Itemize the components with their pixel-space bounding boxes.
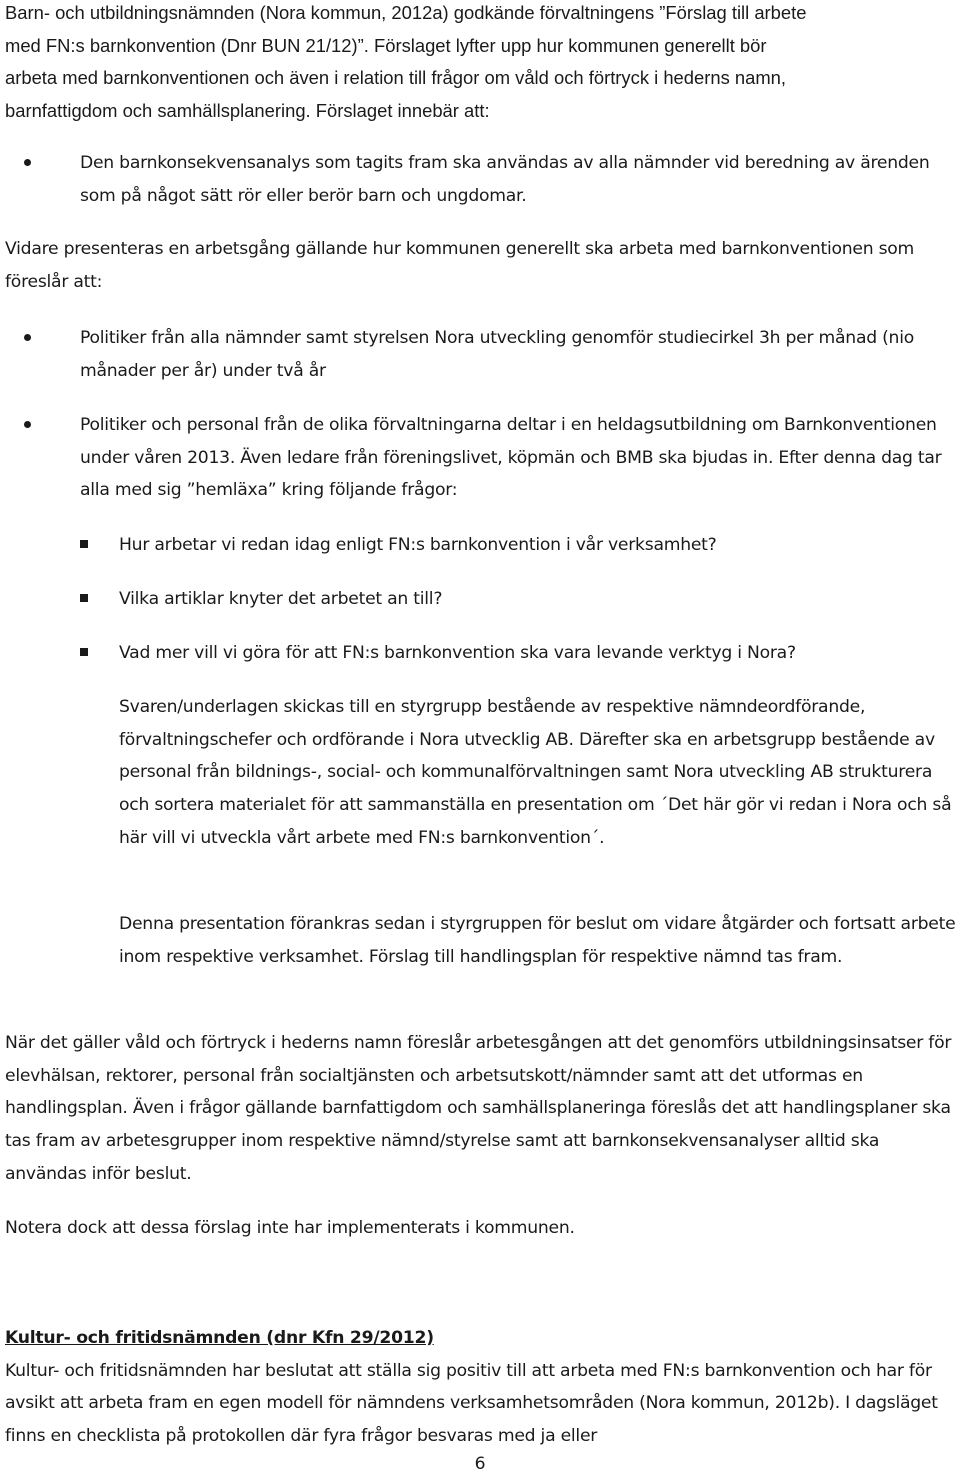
intro-line: Barn- och utbildningsnämnden (Nora kommun, 2012a) godkände förvaltningens ”Förslag till arbete (5, 2, 807, 23)
intro-line: barnfattigdom och samhällsplanering. Förslaget innebär att: (5, 100, 490, 122)
question-text: Vilka artiklar knyter det arbetet an till? (119, 589, 443, 609)
bullet-dot-icon (24, 334, 31, 341)
question-text: Hur arbetar vi redan idag enligt FN:s barnkonvention i vår verksamhet? (119, 535, 717, 555)
paragraph (5, 1027, 955, 1191)
paragraph-text: Denna presentation förankras sedan i styrgruppen för beslut om vidare åtgärder och fortsatt arbete inom respektive verksamhet. Förslag till handlingsplan för respektive nämnd tas fram. (119, 914, 956, 967)
bullet-dot-icon (24, 421, 31, 428)
paragraph (5, 1212, 955, 1245)
square-bullet-icon (80, 594, 88, 602)
indented-paragraph (119, 908, 959, 973)
bullet-text: Politiker och personal från de olika förvaltningarna deltar i en heldagsutbildning om Barnkonventionen under våren 2013. Även ledare från föreningslivet, köpmän och BMB ska bjudas in. Efter denna dag tar alla med sig ”hemläxa” kring följande frågor: (80, 415, 942, 501)
paragraph-text: Vidare presenteras en arbetsgång gällande hur kommunen generellt ska arbeta med barnkonventionen som föreslår att: (5, 239, 915, 292)
paragraph-text: Notera dock att dessa förslag inte har implementerats i kommunen. (5, 1218, 575, 1238)
section-heading: Kultur- och fritidsnämnden (dnr Kfn 29/2012) (5, 1328, 434, 1348)
intro-line: med FN:s barnkonvention (Dnr BUN 21/12)”. Förslaget lyfter upp hur kommunen generellt bör (5, 34, 767, 56)
square-bullet-icon (80, 540, 88, 548)
bullet-text: Politiker från alla nämnder samt styrelsen Nora utveckling genomför studiecirkel 3h per månad (nio månader per år) under två år (80, 328, 914, 381)
paragraph-text: När det gäller våld och förtryck i hederns namn föreslår arbetesgången att det genomförs utbildningsinsatser för elevhälsan, rektorer, personal från socialtjänsten och arbetsutskott/nämnder samt att det utformas en handlingsplan. Även i frågor gällande barnfattigdom och samhällsplaneringa föreslås det att handlingsplaner ska tas fram av arbetesgrupper inom respektive nämnd/styrelse samt att barnkonsekvensanalyser alltid ska användas inför beslut. (5, 1033, 952, 1184)
page-number: 6 (474, 1454, 486, 1474)
paragraph-text: Svaren/underlagen skickas till en styrgrupp bestående av respektive nämndeordförande, förvaltningschefer och ordförande i Nora utvecklig AB. Därefter ska en arbetsgrupp bestående av personal från bildnings-, social- och kommunalförvaltningen samt Nora utveckling AB strukturera och sortera materialet för att sammanställa en presentation om ´Det här gör vi redan i Nora och så här vill vi utveckla vårt arbete med FN:s barnkonvention´. (119, 697, 952, 848)
paragraph (5, 233, 955, 298)
intro-line: arbeta med barnkonventionen och även i relation till frågor om våld och förtryck i hederns namn, (5, 67, 787, 89)
paragraph-text: Kultur- och fritidsnämnden har beslutat att ställa sig positiv till att arbeta med FN:s barnkonvention och har för avsikt att arbeta fram en egen modell för nämndens verksamhetsområden (Nora kommun, 2012b). I dagsläget finns en checklista på protokollen där fyra frågor besvaras med ja eller (5, 1360, 938, 1447)
bullet-dot-icon (24, 159, 31, 166)
intro-paragraph (5, 0, 960, 128)
indented-paragraph (119, 691, 959, 855)
section (5, 1322, 955, 1453)
square-bullet-icon (80, 648, 88, 656)
bullet-text: Den barnkonsekvensanalys som tagits fram ska användas av alla nämnder vid beredning av ärenden som på något sätt rör eller berör barn och ungdomar. (80, 153, 930, 206)
question-text: Vad mer vill vi göra för att FN:s barnkonvention ska vara levande verktyg i Nora? (119, 643, 796, 663)
